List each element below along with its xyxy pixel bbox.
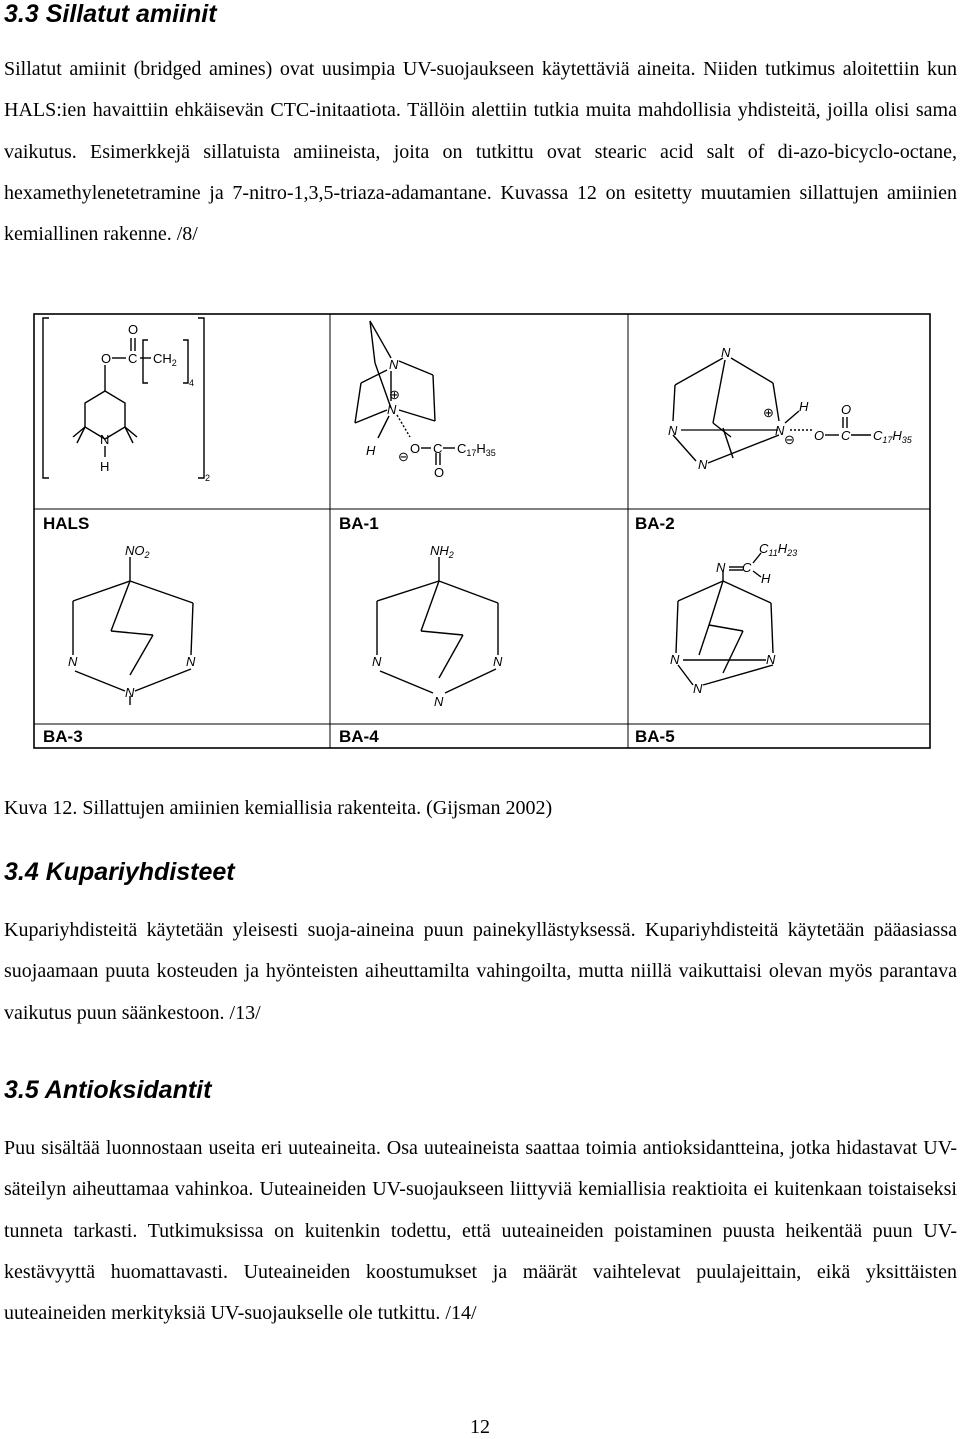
svg-text:N: N (766, 652, 776, 667)
svg-text:C17H35: $C_{17}H_{35}$ (457, 441, 496, 458)
svg-text:N: N (775, 423, 785, 438)
panel-label-ba-4: BA-4 (339, 727, 379, 746)
section-heading-3-4: 3.4 Kupariyhdisteet (4, 858, 235, 886)
figure-caption: Kuva 12. Sillattujen amiinien kemiallisia rakenteita. (Gijsman 2002) (4, 797, 553, 819)
svg-text:⊖: ⊖ (784, 432, 795, 447)
svg-text:N: N (186, 654, 196, 669)
figure-bridged-amines (33, 313, 931, 750)
svg-text:N: N (716, 560, 726, 575)
svg-text:N: N (434, 694, 444, 709)
page-number: 12 (470, 1416, 490, 1438)
svg-text:N: N (68, 654, 78, 669)
svg-text:C: C (433, 441, 443, 456)
panel-label-ba-3: BA-3 (43, 727, 83, 746)
svg-text:N: N (387, 402, 397, 417)
section-paragraph-3-5: Puu sisältää luonnostaan useita eri uuteaineita. Osa uuteaineista saattaa toimia antioksidantteina, jotka hidastavat UV-säteilyn aiheuttamaa vahinkoa. Uuteaineiden UV-suojaukseen liittyviä kemiallisia reaktioita ei kuitenkaan toistaiseksi tunneta tarkasti. Tutkimuksissa on kuitenkin todettu, että uuteaineiden poistaminen puusta heikentää puun UV-kestävyyttä huomattavasti. Uuteaineiden koostumukset ja määrät vaihtelevat puulajeittain, eikä yksittäisten uuteaineiden merkityksiä UV-suojaukselle ole tutkittu. /14/ (4, 1137, 957, 1325)
svg-text:4: 4 (189, 378, 195, 388)
svg-text:2: 2 (205, 473, 211, 483)
svg-text:N: N (493, 654, 503, 669)
svg-text:O: O (101, 351, 112, 366)
ba-3-structure (68, 543, 196, 705)
panel-label-ba-1: BA-1 (339, 514, 379, 533)
svg-text:C: C (841, 428, 851, 443)
svg-text:N: N (668, 423, 678, 438)
svg-text:H: H (799, 399, 809, 414)
svg-text:⊕: ⊕ (389, 387, 400, 402)
figure-frame (34, 314, 930, 748)
section-heading-3-3: 3.3 Sillatut amiinit (4, 0, 217, 28)
panel-label-ba-2: BA-2 (635, 514, 675, 533)
svg-text:NH2: $NH_2$ (430, 543, 454, 560)
svg-text:O: O (410, 441, 421, 456)
svg-text:N: N (698, 457, 708, 472)
svg-text:H: H (100, 459, 110, 474)
section-paragraph-3-4: Kupariyhdisteitä käytetään yleisesti suoja-aineina puun painekyllästyksessä. Kupariyhdisteitä käytetään pääasiassa suojaamaan puuta kosteuden ja hyönteisten aiheuttamilta vahingoilta, mutta niillä vaikuttaisi olevan myös parantava vaikutus puun säänkestoon. /13/ (4, 919, 957, 1024)
svg-text:N: N (372, 654, 382, 669)
svg-text:O: O (434, 465, 445, 480)
svg-text:O: O (128, 322, 139, 337)
svg-text:O: O (841, 402, 852, 417)
section-heading-3-5: 3.5 Antioksidantit (4, 1076, 212, 1104)
svg-text:N: N (693, 681, 703, 696)
svg-text:C: C (128, 351, 138, 366)
ba-1-structure (355, 321, 496, 480)
svg-text:⊖: ⊖ (398, 449, 409, 464)
panel-label-ba-5: BA-5 (635, 727, 675, 746)
svg-text:NO2: $NO_2$ (125, 543, 150, 560)
svg-text:H: H (366, 443, 376, 458)
svg-text:N: N (100, 432, 110, 447)
svg-text:N: N (721, 345, 731, 360)
svg-text:N: N (670, 652, 680, 667)
svg-text:CH2: $CH_2$ (153, 351, 177, 368)
svg-text:O: O (814, 428, 825, 443)
ba-5-structure (670, 541, 797, 696)
svg-text:C: C (742, 560, 752, 575)
svg-text:C11H23: $C_{11}H_{23}$ (759, 541, 798, 558)
panel-label-hals: HALS (43, 514, 90, 533)
hals-structure (43, 318, 210, 483)
svg-text:⊕: ⊕ (763, 405, 774, 420)
svg-text:N: N (389, 357, 399, 372)
section-paragraph-3-3: Sillatut amiinit (bridged amines) ovat uusimpia UV-suojaukseen käytettäviä aineita. Niiden tutkimus aloitettiin kun HALS:ien havaittiin ehkäisevän CTC-initaatiota. Tällöin alettiin tutkia muita mahdollisia yhdisteitä, joilla olisi sama vaikutus. Esimerkkejä sillatuista amiineista, joita on tutkittu ovat stearic acid salt of di-azo-bicyclo-octane, hexamethylenetetramine ja 7-nitro-1,3,5-triaza-adamantane. Kuvassa 12 on esitetty muutamien sillattujen amiinien kemiallinen rakenne. /8/ (4, 58, 957, 246)
ba-2-structure (668, 345, 913, 472)
ba-4-structure (372, 543, 503, 709)
svg-text:N: N (125, 685, 135, 700)
svg-text:H: H (761, 571, 771, 586)
svg-text:C17H35: $C_{17}H_{35}$ (873, 428, 912, 445)
